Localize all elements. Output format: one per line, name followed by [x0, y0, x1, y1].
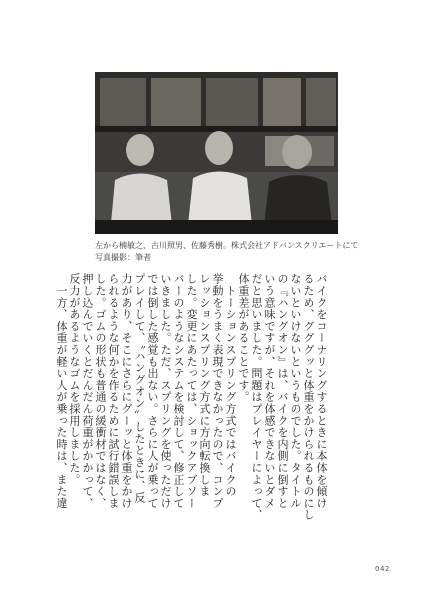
photo-illustration	[95, 72, 338, 234]
vertical-body-text	[55, 273, 329, 523]
text-column: した。ゴムの形状も普通の緩衝材ではなく、	[94, 273, 107, 509]
text-column: 一方、体重が軽い人が乗った時は、また違	[55, 273, 68, 509]
text-column: ないといけないというものでした。タイトル	[289, 273, 302, 509]
text-column: プレイして、〝ハングオン〟したときに、反	[133, 273, 146, 504]
caption-line: 写真撮影：筆者	[95, 253, 151, 262]
text-column: られるような何かを作るために試行錯誤しま	[107, 273, 120, 509]
text-column: トーションスプリング方式ではバイクの	[224, 273, 237, 498]
caption-line: 左から楠敏之、古川照男、佐藤秀樹。株式会社アドバンスクリエートにて	[95, 241, 359, 250]
text-column: いう意味ですが、それを体感できないとダメ	[263, 273, 276, 509]
text-column: いきました。ただ、スプリングを使っただけ	[159, 273, 172, 509]
text-column: るため、グググッと体重をかけられるものにし	[302, 273, 315, 521]
photo-caption	[95, 240, 359, 264]
interview-photo	[95, 72, 338, 234]
text-column: バイクをコーナリングするときに本体を傾け	[315, 273, 328, 509]
text-column: 挙動をうまく表現できなかったので、コンプ	[211, 273, 224, 509]
text-column: 反力があるようなゴムを採用しました。	[68, 273, 81, 486]
text-column: の『ハングオン』は、バイクを内側に倒すと	[276, 273, 289, 509]
text-column: 力があり、そこにさらにグーッと体重をかけ	[120, 273, 133, 509]
text-column: 押し込んでいくとだんだん荷重がかかって、	[81, 273, 94, 509]
text-column: バーのようなシステムを検討して、修正して	[172, 273, 185, 509]
text-column: 体重差があることです。	[237, 273, 250, 403]
text-column: レッションスプリング方式に方向転換しま	[198, 273, 211, 498]
text-column: では倒した感覚も出ない。さらに人が乗って	[146, 273, 159, 509]
page-number: 042	[375, 565, 390, 573]
text-column: だと思いました。問題はプレイヤーによって、	[250, 273, 263, 521]
text-column: した。変更にあたっては、ショックアブソー	[185, 273, 198, 509]
